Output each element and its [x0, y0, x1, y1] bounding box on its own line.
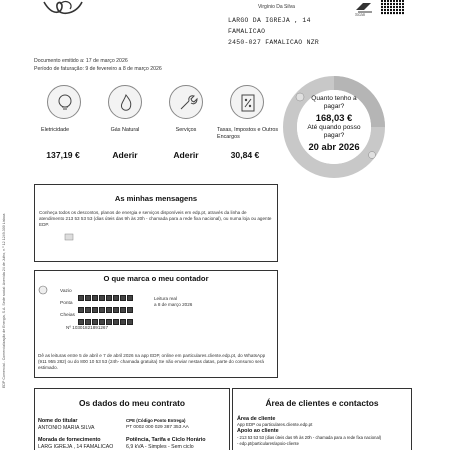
side-legal-text [2, 188, 14, 388]
address-line-2: FAMALICAO [228, 28, 266, 35]
service-gas-label: Gás Natural [110, 127, 140, 133]
cpe-label: CPE (Código Ponto Entrega) [126, 418, 186, 423]
wrench-icon [169, 85, 203, 119]
payment-question: Quanto tenho a pagar? [311, 95, 357, 110]
service-taxes-label: Taxas, Impostos e Outros Encargos [217, 127, 279, 140]
power-tariff-value: 6,9 kVA - Simples - Sem ciclo [126, 444, 194, 450]
service-taxes-value: 30,84 € [230, 150, 260, 160]
power-tariff-label: Potência, Tarifa e Ciclo Horário [126, 437, 206, 443]
meter-reading-label: Leitura real [154, 296, 177, 301]
address-line-3: 2450-027 FAMALICAO NZR [228, 39, 319, 46]
address-line-1: LARGO DA IGREJA , 14 [228, 17, 311, 24]
client-area-value[interactable]: App EDP ou particulares.cliente.edp.pt [237, 422, 313, 427]
service-taxes [225, 85, 269, 119]
support-line-2[interactable]: - edp.pt/particulares/apoio-cliente [237, 441, 299, 446]
cpe-value: PT 0002 000 029 387 353 AA [126, 425, 189, 430]
meter-number: Nº 10301821891267 [66, 325, 109, 330]
holder-value: ANTONIO MARIA SILVA [38, 425, 95, 431]
percent-document-icon [230, 85, 264, 119]
client-area-title: Área de clientes e contactos [265, 398, 379, 408]
service-services [164, 85, 208, 119]
company-logo [40, 0, 86, 16]
contract-title: Os dados do meu contrato [78, 398, 186, 408]
meter-row-cheias-label: Cheias [60, 313, 75, 318]
service-services-label: Serviços [175, 127, 197, 133]
lightbulb-icon [38, 285, 48, 295]
meter-title: O que marca o meu contador [103, 274, 209, 283]
support-label: Apoio ao cliente [237, 428, 279, 434]
payment-due-question: Até quando posso pagar? [307, 124, 361, 139]
service-electricity-value: 137,19 € [46, 150, 80, 160]
flame-icon [108, 85, 142, 119]
meter-row-ponta-label: Ponta [60, 301, 73, 306]
meter-row-vazio-label: Vazio [60, 289, 72, 294]
support-line-1: - 213 53 53 53 (dias úteis das 9h às 20h - chamada para a rede fixa nacional) [237, 435, 382, 440]
service-gas [103, 85, 147, 119]
service-gas-value[interactable]: Aderir [112, 150, 138, 160]
lightbulb-icon [47, 85, 81, 119]
supply-address-label: Morada de fornecimento [38, 437, 101, 443]
qr-code-pattern [381, 0, 405, 15]
payment-due-date: 20 abr 2026 [308, 141, 360, 152]
client-area-label: Área de cliente [237, 416, 276, 422]
billing-period: Período de faturação: 9 de fevereiro a 8 de março 2026 [34, 66, 162, 72]
message-bubble-icon [64, 233, 74, 243]
holder-label: Nome do titular [38, 418, 78, 424]
messages-title: As minhas mensagens [114, 194, 198, 203]
service-electricity-label: Eletricidade [41, 127, 70, 133]
messages-body: Conheça todos os descontos, planos de energia e serviços disponíveis em edp.pt, através da linha de atendimento 213 53 53 53 (dias úteis das 9h às 20h - chamada para a rede fixa nacional), ou numa loja ou agente EDP. [39, 210, 272, 227]
side-legal-text-content: EDP Comercial - Comercialização de Energia, S.A. Sede social: Avenida 24 de Julho, n.º 12 1249-300 Lisboa [2, 213, 6, 388]
service-services-value[interactable]: Aderir [173, 150, 199, 160]
scan-label: Scan [355, 12, 366, 17]
service-electricity [42, 85, 86, 119]
document-issued-date: Documento emitido a: 17 de março 2026 [34, 58, 128, 64]
recipient-name: Virgínio Da Silva [258, 4, 295, 10]
payment-amount: 168,03 € [315, 112, 353, 123]
supply-address-value: LARG IGREJA , 14 FAMALICAO [38, 444, 114, 450]
meter-footer-text: Dê as leituras entre 5 de abril e 7 de abril 2026 na app EDP, online em particulares.cliente.edp.pt, do WhatsApp (911 955 282) ou do 800 10 53 53 (24h- chamada gratuita) Se não enviar nestas datas, parte do consumo será estimado. [38, 353, 266, 370]
meter-reading-date: a 8 de março 2026 [154, 302, 193, 307]
